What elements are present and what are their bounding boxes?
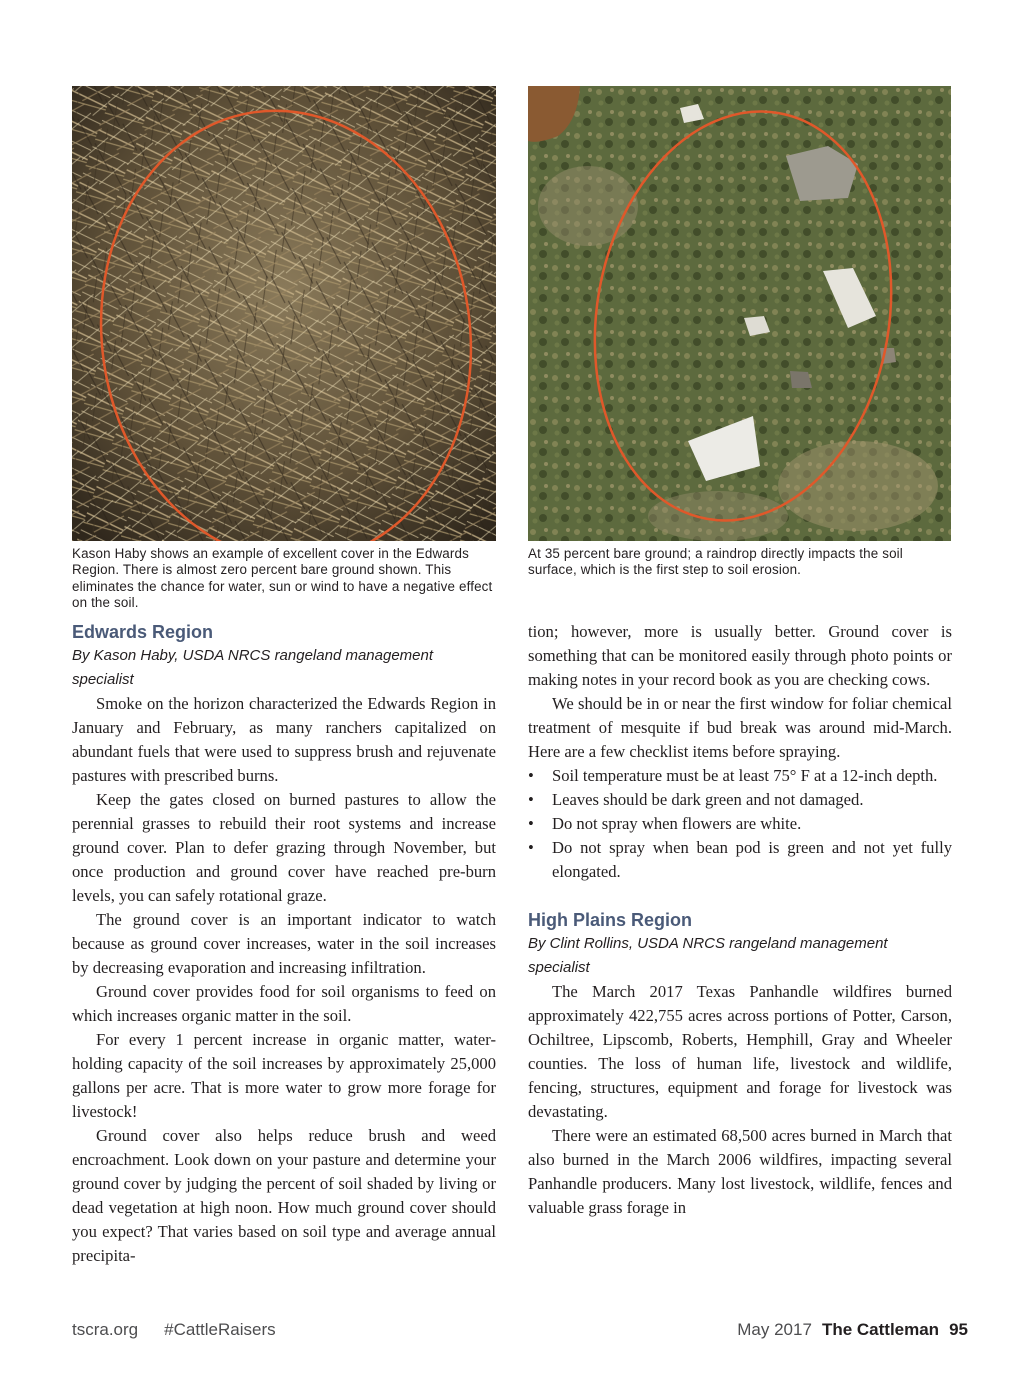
section-spacer — [528, 884, 952, 908]
checklist-item: • Do not spray when flowers are white. — [528, 812, 952, 836]
edwards-continued-paragraph: tion; however, more is usually better. Ground cover is something that can be monitored easily through photo points or making notes in your record book as you are checking cows. — [528, 622, 952, 689]
footer-issue: May 2017 — [737, 1320, 812, 1339]
edwards-paragraph: Smoke on the horizon characterized the Edwards Region in January and February, as many ranchers capitalized on abundant fuels that were used to suppress brush and rejuvenate pastures with prescribed burns. — [72, 694, 496, 785]
footer-hashtag: #CattleRaisers — [164, 1320, 276, 1339]
highplains-byline: By Clint Rollins, USDA NRCS rangeland management specialist — [528, 935, 888, 976]
dry-grass-image — [72, 86, 496, 541]
edwards-byline: By Kason Haby, USDA NRCS rangeland management specialist — [72, 647, 434, 688]
photo-dry-grass-cover — [72, 86, 496, 541]
mesquite-paragraph: We should be in or near the first window for foliar chemical treatment of mesquite if bud break was around mid-March. Here are a few checklist items before spraying. — [528, 694, 952, 761]
highplains-heading: High Plains Region — [528, 910, 693, 930]
photo-caption-right: At 35 percent bare ground; a raindrop directly impacts the soil surface, which is the first step to soil erosion. — [528, 546, 903, 578]
edwards-paragraph: The ground cover is an important indicator to watch because as ground cover increases, water in the soil increases by decreasing evaporation and increasing infiltration. — [72, 910, 496, 977]
bullet-icon: • — [528, 838, 534, 857]
highplains-paragraph: The March 2017 Texas Panhandle wildfires burned approximately 422,755 acres across portions of Potter, Carson, Ochiltree, Lipscomb, Roberts, Hemphill, Gray and Wheeler counties. The loss of human life, livestock and wildlife, fencing, structures, equipment and forage for livestock was devastating. — [528, 982, 952, 1121]
edwards-heading: Edwards Region — [72, 622, 214, 642]
footer-left — [72, 1318, 276, 1342]
edwards-paragraph: Ground cover provides food for soil organisms to feed on which increases organic matter in the soil. — [72, 982, 496, 1025]
checklist-item: • Do not spray when bean pod is green and not yet fully elongated. — [528, 838, 952, 881]
photo-caption-left: Kason Haby shows an example of excellent cover in the Edwards Region. There is almost zero percent bare ground shown. This eliminates the chance for water, sun or wind to have a negative effect on the soil. — [72, 546, 493, 610]
footer-magazine: The Cattleman — [821, 1320, 940, 1339]
bullet-icon: • — [528, 814, 534, 833]
photo-bare-ground — [528, 86, 951, 541]
edwards-paragraph: Ground cover also helps reduce brush and weed encroachment. Look down on your pasture and determine your ground cover by judging the percent of soil shaded by living or dead vegetation at high noon. How much ground cover should you expect? That varies based on soil type and average annual precipita- — [72, 1126, 496, 1265]
article-column-right — [528, 620, 952, 1220]
page-number: 95 — [949, 1320, 968, 1339]
footer-site: tscra.org — [72, 1320, 139, 1339]
bullet-icon: • — [528, 790, 534, 809]
checklist-item: • Leaves should be dark green and not damaged. — [528, 788, 952, 812]
highplains-paragraph: There were an estimated 68,500 acres burned in March that also burned in the March 2006 wildfires, impacting several Panhandle producers. Many lost livestock, wildlife, fences and valuable grass forage in — [528, 1126, 952, 1217]
edwards-paragraph: For every 1 percent increase in organic matter, water-holding capacity of the soil increases by approximately 25,000 gallons per acre. That is more water to grow more forage for livestock! — [72, 1030, 496, 1121]
edwards-paragraph: Keep the gates closed on burned pastures to allow the perennial grasses to rebuild their root systems and increase ground cover. Plan to defer grazing through November, but once production and ground cover have reached pre-burn levels, you can safely rotational graze. — [72, 790, 496, 905]
bare-ground-image — [528, 86, 951, 541]
footer-right — [737, 1318, 968, 1342]
bullet-icon: • — [528, 766, 534, 785]
article-column-left — [72, 620, 496, 1268]
checklist-item: • Soil temperature must be at least 75° F at a 12-inch depth. — [528, 764, 952, 788]
spraying-checklist — [528, 764, 952, 884]
